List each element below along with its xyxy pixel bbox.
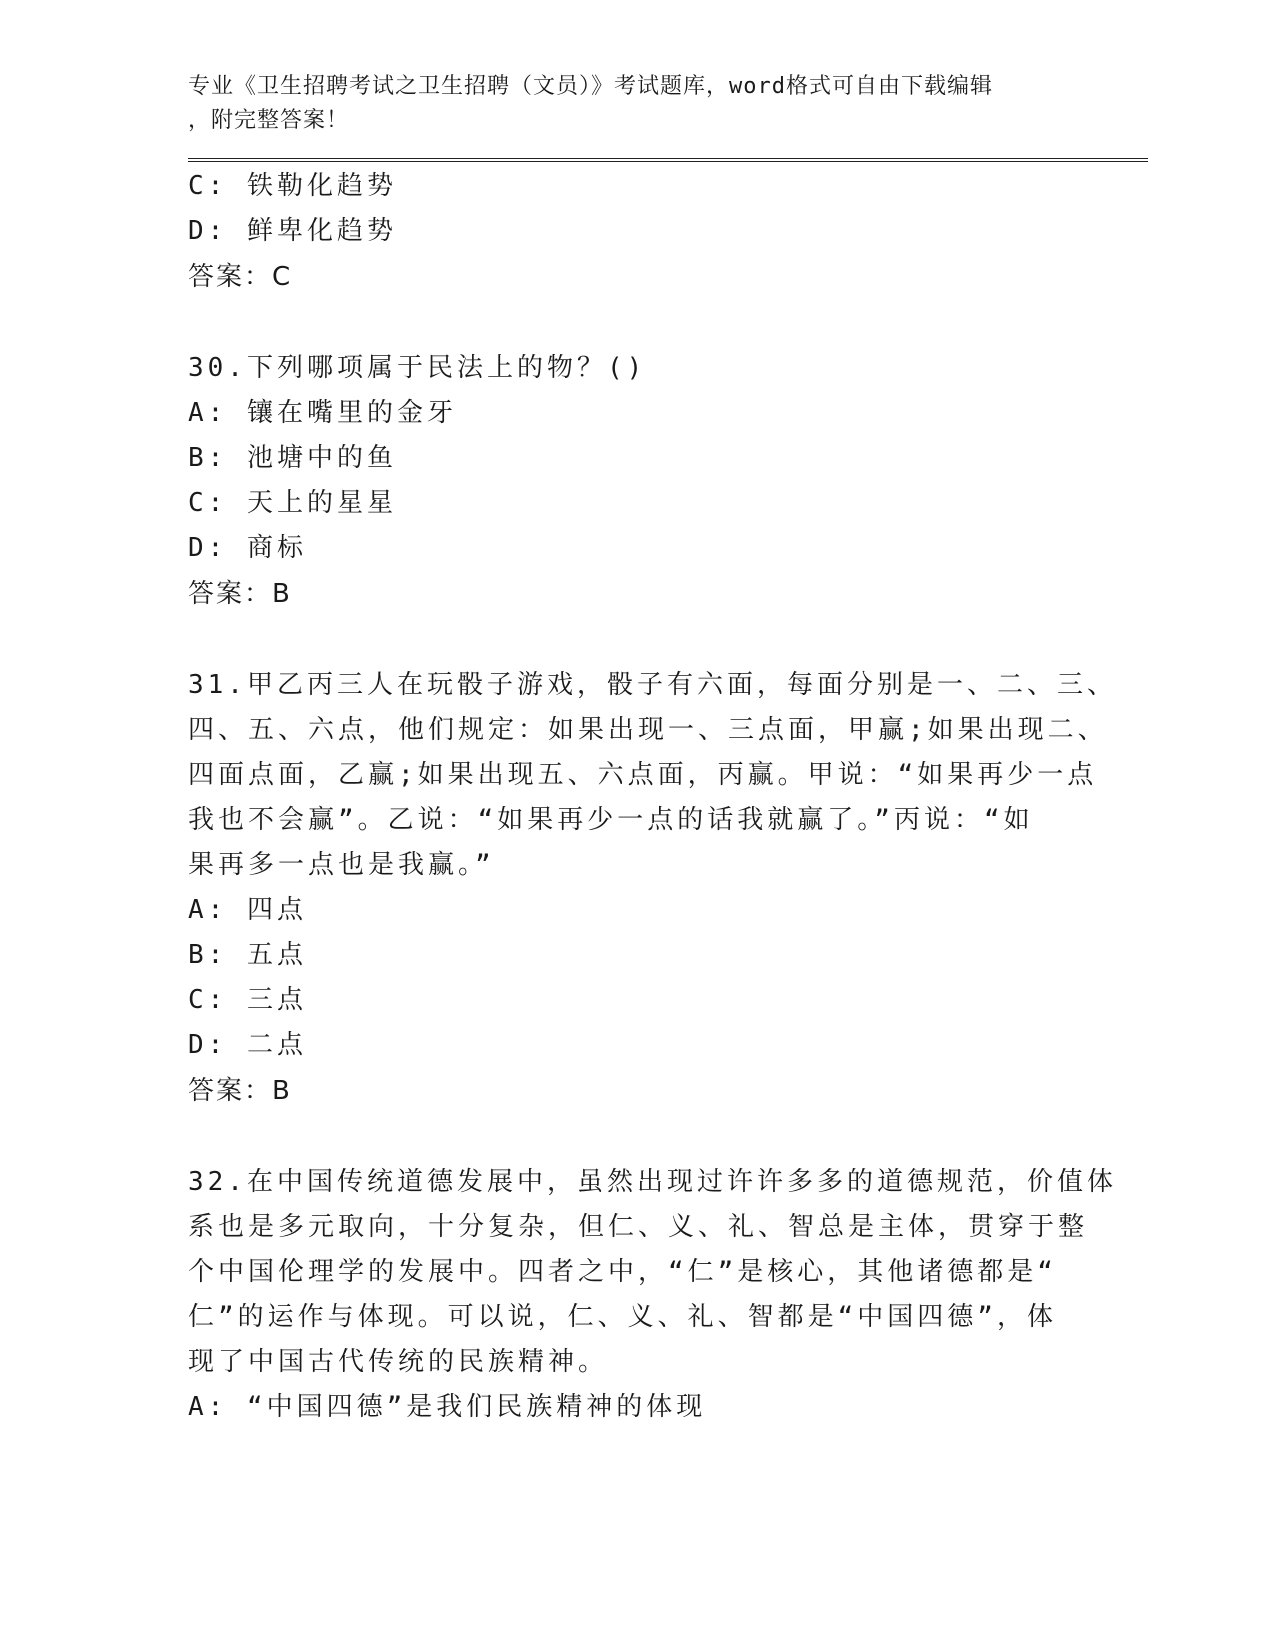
q30-option-b: B: 池塘中的鱼 xyxy=(188,443,397,473)
q32-stem-line: 32.在中国传统道德发展中，虽然出现过许许多多的道德规范，价值体 xyxy=(188,1167,1117,1197)
document-header xyxy=(188,70,1068,138)
q31-option-d: D: 二点 xyxy=(188,1030,307,1060)
spacer xyxy=(188,300,1148,346)
document-page xyxy=(188,70,1148,1430)
q32-stem-line: 现了中国古代传统的民族精神。 xyxy=(188,1347,609,1377)
q30-option-c: C: 天上的星星 xyxy=(188,488,397,518)
prev-option-c: C: 铁勒化趋势 xyxy=(188,171,397,201)
spacer xyxy=(188,1114,1148,1160)
q30-answer: 答案：B xyxy=(188,579,292,609)
q31-stem-line: 四、五、六点，他们规定：如果出现一、三点面，甲赢;如果出现二、 xyxy=(188,715,1108,745)
q32-stem-line: 个中国伦理学的发展中。四者之中，“仁”是核心，其他诸德都是“ xyxy=(188,1257,1057,1287)
q30-option-d: D: 商标 xyxy=(188,533,307,563)
document-body xyxy=(188,164,1148,1430)
q32-stem-line: 仁”的运作与体现。可以说，仁、义、礼、智都是“中国四德”，体 xyxy=(188,1302,1057,1332)
q31-stem-line: 果再多一点也是我赢。” xyxy=(188,850,495,880)
q31-stem-line: 四面点面，乙赢;如果出现五、六点面，丙赢。甲说：“如果再少一点 xyxy=(188,760,1098,790)
prev-option-d: D: 鲜卑化趋势 xyxy=(188,216,397,246)
q30-option-a: A: 镶在嘴里的金牙 xyxy=(188,398,457,428)
q31-option-c: C: 三点 xyxy=(188,985,307,1015)
header-divider xyxy=(188,158,1148,162)
prev-answer: 答案：C xyxy=(188,262,293,292)
q31-answer: 答案：B xyxy=(188,1076,292,1106)
q31-stem-line: 我也不会赢”。乙说：“如果再少一点的话我就赢了。”丙说：“如 xyxy=(188,805,1034,835)
q32-option-a: A: “中国四德”是我们民族精神的体现 xyxy=(188,1392,707,1422)
q31-option-b: B: 五点 xyxy=(188,940,307,970)
q31-stem-line: 31.甲乙丙三人在玩骰子游戏，骰子有六面，每面分别是一、二、三、 xyxy=(188,670,1117,700)
q31-option-a: A: 四点 xyxy=(188,895,307,925)
q32-stem-line: 系也是多元取向，十分复杂，但仁、义、礼、智总是主体，贯穿于整 xyxy=(188,1212,1089,1242)
header-line-2: ，附完整答案！ xyxy=(188,108,350,133)
spacer xyxy=(188,617,1148,663)
header-line-1: 专业《卫生招聘考试之卫生招聘（文员）》考试题库，word格式可自由下载编辑 xyxy=(188,74,993,99)
q30-stem: 30.下列哪项属于民法上的物？() xyxy=(188,353,647,383)
